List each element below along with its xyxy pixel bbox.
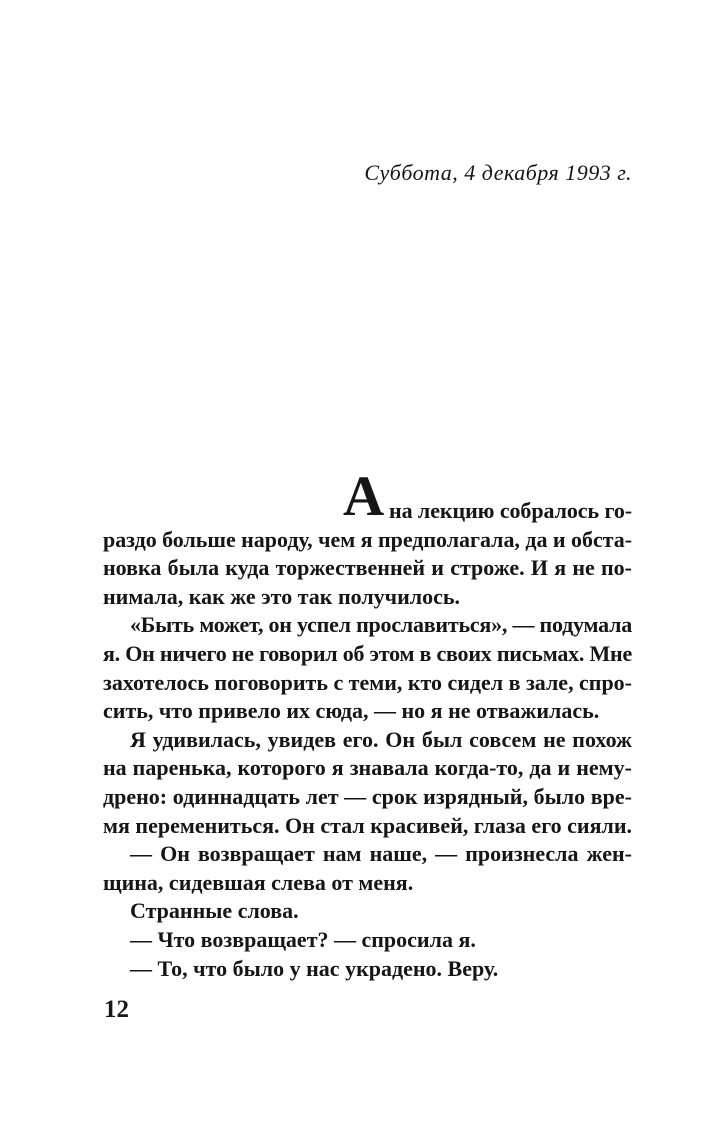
text-line-text: — Он возвращает нам наше, — произнесла жен- [130,841,632,867]
drop-cap: А [343,465,385,528]
text-line [103,669,632,698]
text-line-text: на лекцию собралось го- [389,498,632,523]
text-line [103,554,632,583]
text-line-text: мя перемениться. Он стал красивей, глаза его сияли. [103,812,632,838]
text-line [103,840,632,869]
page-number: 12 [104,996,129,1023]
text-line-text: нимала, как же это так получилось. [103,583,460,609]
text-line [103,955,632,984]
text-line-text: я. Он ничего не говорил об этом в своих письмах. Мне [103,640,632,666]
body-text [103,465,632,983]
text-line [103,812,632,841]
date-header: Суббота, 4 декабря 1993 г. [364,160,632,185]
text-line-text: раздо больше народу, чем я предполагала, да и обста- [103,526,632,552]
text-line-text: новка была куда торжественней и строже. И я не по- [103,555,632,581]
text-line-text: — То, что было у нас украдено. Веру. [130,955,499,981]
text-line-text: щина, сидевшая слева от меня. [103,869,414,895]
text-line-text: — Что возвращает? — спросила я. [130,926,476,952]
text-line [103,611,632,640]
text-line [103,897,632,926]
text-line [103,783,632,812]
text-line [103,526,632,555]
text-line-text: Я удивилась, увидев его. Он был совсем не похож [130,726,632,752]
text-line-text: сить, что привело их сюда, — но я не отважилась. [103,698,600,724]
text-line [103,869,632,898]
text-line-text: дрено: одиннадцать лет — срок изрядный, было вре- [103,783,632,809]
text-line [103,640,632,669]
text-line [103,697,632,726]
text-line-text: Странные слова. [130,898,299,924]
text-line [103,726,632,755]
text-line [103,583,632,612]
text-line-text: «Быть может, он успел прославиться», — подумала [130,612,632,638]
text-line-text: на паренька, которого я знавала когда-то, да и нему- [103,755,632,781]
text-line-text: захотелось поговорить с теми, кто сидел в зале, спро- [103,669,632,695]
text-line [103,754,632,783]
text-line [103,926,632,955]
